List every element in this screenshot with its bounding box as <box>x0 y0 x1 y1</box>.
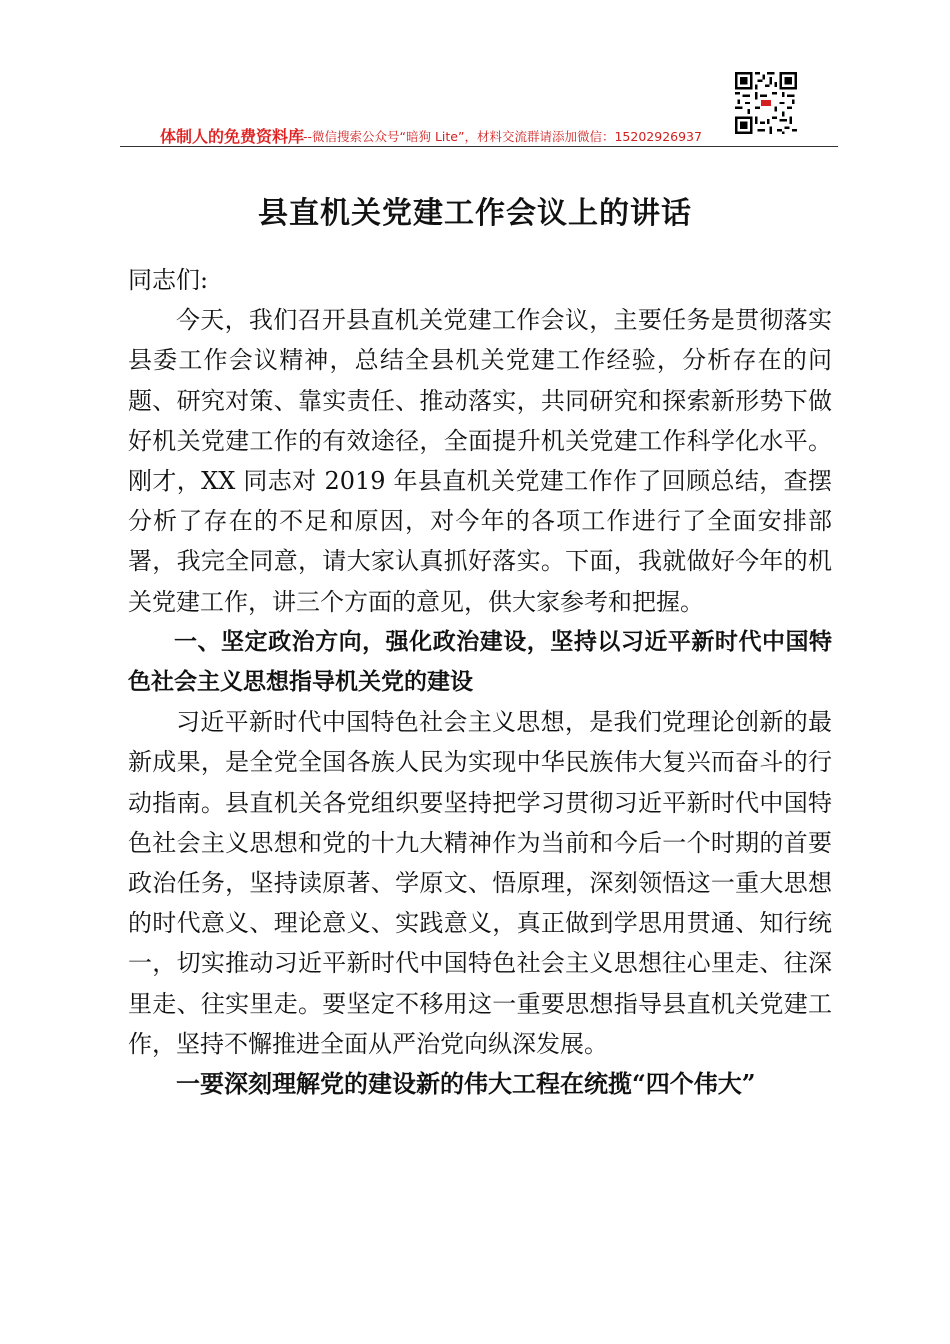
page-header <box>120 120 810 148</box>
document-title: 县直机关党建工作会议上的讲话 <box>258 196 692 232</box>
header-divider <box>120 146 838 147</box>
paragraph: 习近平新时代中国特色社会主义思想，是我们党理论创新的最新成果，是全党全国各族人民为实现中华民族伟大复兴而奋斗的行动指南。县直机关各党组织要坚持把学习贯彻习近平新时代中国特色社会主义思想和党的十九大精神作为当前和今后一个时期的首要政治任务，坚持读原著、学原文、悟原理，深刻领悟这一重大思想的时代意义、理论意义、实践意义，真正做到学思用贯通、知行统一，切实推动习近平新时代中国特色社会主义思想往心里走、往深里走、往实里走。要坚定不移用这一重要思想指导县直机关党建工作，坚持不懈推进全面从严治党向纵深发展。 <box>128 708 832 1058</box>
header-tagline: --微信搜索公众号“暗狗 Lite”，材料交流群请添加微信：15202926937 <box>303 129 702 144</box>
sub-heading: 一要深刻理解党的建设新的伟大工程在统揽“四个伟大” <box>176 1069 756 1099</box>
salutation: 同志们: <box>128 266 209 294</box>
document-body <box>128 260 832 1104</box>
paragraph: 今天，我们召开县直机关党建工作会议，主要任务是贯彻落实县委工作会议精神，总结全县机关党建工作经验，分析存在的问题、研究对策、靠实责任、推动落实，共同研究和探索新形势下做好机关党建工作的有效途径，全面提升机关党建工作科学化水平。刚才，XX 同志对 2019 年县直机关党建工作作了回顾总结，查摆分析了存在的不足和原因，对今年的各项工作进行了全面安排部署，我完全同意，请大家认真抓好落实。下面，我就做好今年的机关党建工作，讲三个方面的意见，供大家参考和把握。 <box>128 306 832 616</box>
brand-name: 体制人的免费资料库 <box>160 127 305 146</box>
section-heading: 一、坚定政治方向，强化政治建设，坚持以习近平新时代中国特色社会主义思想指导机关党的建设 <box>128 628 832 696</box>
qr-code-icon <box>735 72 797 134</box>
